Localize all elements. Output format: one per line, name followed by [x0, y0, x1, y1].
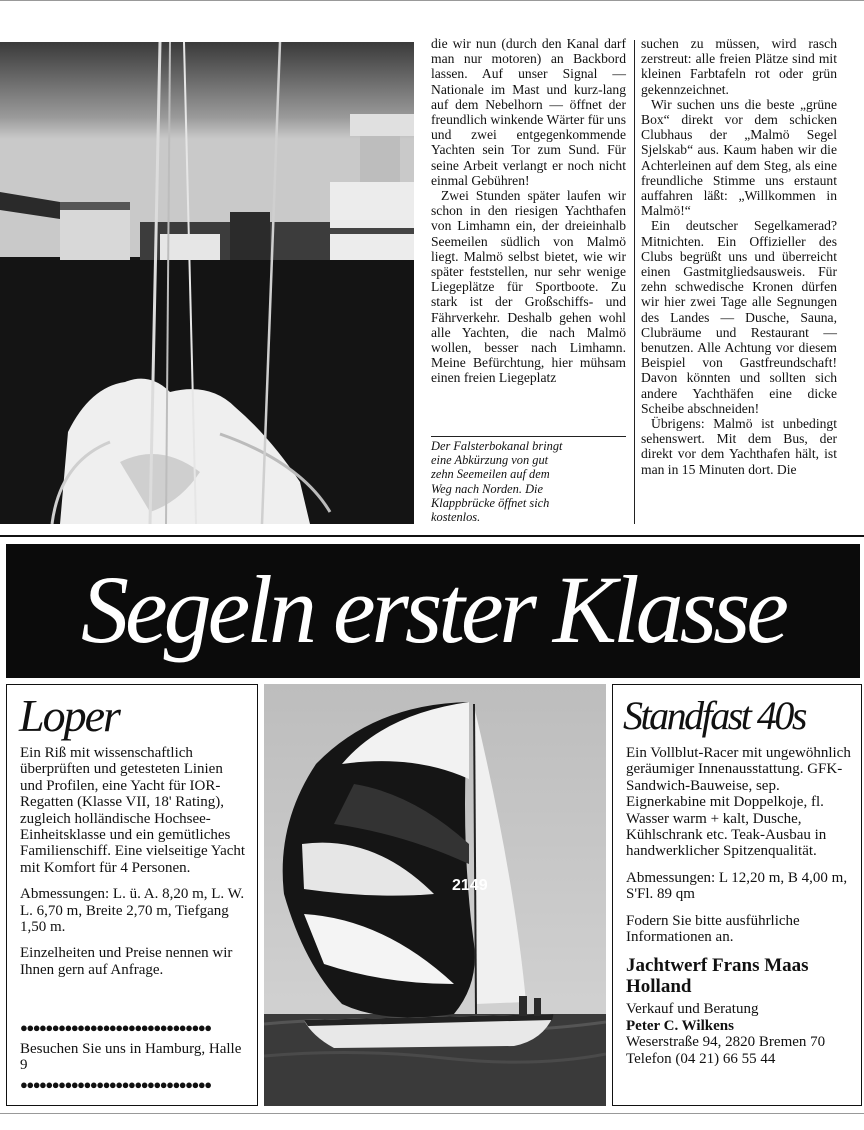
ad-banner: [6, 544, 860, 678]
article-paragraph: Zwei Stunden später laufen wir schon in den riesigen Yachthafen von Limhamn ein, der dreieinhalb Seemeilen südlich von Malmö liegt. Malmö selbst bietet, wie wir später feststellen, nur sehr wenige Liegeplätze für Sportboote. Zu stark ist der Großschiffs- und Fährverkehr. Deshalb gehen wohl alle Yachten, die nach Malmö wollen, besser nach Limhamn. Meine Befürchtung, hier mühsam einen freien Liegeplatz: [431, 188, 626, 386]
loper-ad-box: [6, 684, 258, 1106]
article-paragraph: die wir nun (durch den Kanal darf man nur motoren) an Backbord lassen. Auf unser Signal — Nationale im Mast und kurz-lang auf dem Nebelhorn — öffnet der freundlich winkende Wärter für uns und zwei entgegenkommende Yachten sein Tor zum Sund. Für seine Arbeit verlangt er noch nicht einmal Gebühren!: [431, 36, 626, 188]
contact-name: Peter C. Wilkens: [626, 1017, 734, 1034]
article-column-b: [641, 36, 837, 477]
harbour-photo: [0, 42, 414, 524]
yard-name: Jachtwerf Frans Maas Holland: [626, 955, 809, 998]
standfast-ad-box: [612, 684, 862, 1106]
standfast-dimensions: Abmessungen: L 12,20 m, B 4,00 m, S'Fl. 89 qm: [626, 869, 848, 903]
article-paragraph: Ein deutscher Segelkamerad? Mitnichten. Ein Offizieller des Clubs begrüßt uns und überreicht einen Gastmitgliedsausweis. Für zehn schwedische Kronen dürfen wir hier zwei Tage alle Segnungen des Landes — Dusche, Sauna, Clubräume und Restaurant — benutzen. Alle Achtung vor diesem Beispiel von Gastfreundschaft! Davon könnten und sollten sich andere Yachthäfen eine dicke Scheibe abschneiden!: [641, 218, 837, 416]
caption-line: kostenlos.: [431, 510, 481, 525]
article-column-a: [431, 36, 626, 386]
photo-caption: [431, 436, 626, 524]
bottom-rule: [0, 1113, 864, 1114]
contact-phone: Telefon (04 21) 66 55 44: [626, 1050, 776, 1067]
top-rule: [0, 0, 864, 1]
sales-contact: [626, 1001, 855, 1067]
standfast-request: Fodern Sie bitte ausführliche Informationen an.: [626, 912, 800, 946]
spinnaker-photo: [264, 684, 606, 1106]
column-divider: [634, 40, 635, 524]
harbour-photo-drawing: [0, 42, 414, 524]
loper-text: [20, 745, 249, 978]
caption-line: Der Falsterbokanal bringt: [431, 439, 563, 453]
spinnaker-photo-drawing: [264, 684, 606, 1106]
loper-dimensions: Abmessungen: L. ü. A. 8,20 m, L. W. L. 6,70 m, Breite 2,70 m, Tiefgang 1,50 m.: [20, 886, 245, 936]
contact-address: Weserstraße 94, 2820 Bremen 70: [626, 1034, 826, 1051]
loper-description: Ein Riß mit wissenschaftlich überprüften und getesteten Linien und Profilen, eine Yacht für IOR-Regatten (Klasse VII, 18' Rating), zugleich holländische Hochsee-Einheitsklasse und ein gemütliches Familienschiff. Eine vielseitige Yacht mit Komfort für 4 Personen.: [20, 745, 246, 876]
sail-number: 2149: [452, 877, 488, 894]
ad-top-rule: [0, 535, 864, 537]
standfast-description: Ein Vollblut-Racer mit ungewöhnlich geräumiger Innenausstattung. GFK-Sandwich-Bauweise, sep. Eignerkabine mit Doppelkoje, fl. Wasser warm + kalt, Dusche, Kühlschrank etc. Teak-Ausbau in handwerklicher Spitzenqualität.: [626, 745, 851, 860]
caption-line: Weg nach Norden. Die: [431, 481, 543, 496]
loper-visit-note: Besuchen Sie uns in Hamburg, Halle 9: [20, 1041, 242, 1074]
caption-line: zehn Seemeilen auf dem: [431, 467, 550, 482]
standfast-brand: Standfast 40s: [623, 693, 805, 738]
article-paragraph: Übrigens: Malmö ist unbedingt sehenswert. Mit dem Bus, der direkt vor dem Yachthafen hält, ist man in 15 Minuten dort. Die: [641, 416, 837, 477]
article-paragraph: suchen zu müssen, wird rasch zerstreut: alle freien Plätze sind mit kleinen Farbtafeln rot oder grün gekennzeichnet.: [641, 36, 837, 97]
caption-line: eine Abkürzung von gut: [431, 453, 549, 468]
ad-banner-title: Segeln erster Klasse: [81, 556, 785, 663]
standfast-text: [626, 745, 853, 945]
caption-line: Klappbrücke öffnet sich: [431, 495, 550, 510]
sales-label: Verkauf und Beratung: [626, 1001, 759, 1018]
loper-brand: Loper: [19, 690, 119, 741]
dot-row-bottom: ●●●●●●●●●●●●●●●●●●●●●●●●●●●●●●: [20, 1080, 211, 1090]
article-paragraph: Wir suchen uns die beste „grüne Box“ direkt vor dem schicken Clubhaus der „Malmö Segel Sjelskab“ aus. Kaum haben wir die Achterleinen auf dem Steg, als eine freundliche Stimme uns erstaunt auffahren läßt: „Willkommen in Malmö!“: [641, 96, 837, 219]
loper-details: Einzelheiten und Preise nennen wir Ihnen gern auf Anfrage.: [20, 945, 233, 978]
dot-row-top: ●●●●●●●●●●●●●●●●●●●●●●●●●●●●●●: [20, 1023, 211, 1033]
